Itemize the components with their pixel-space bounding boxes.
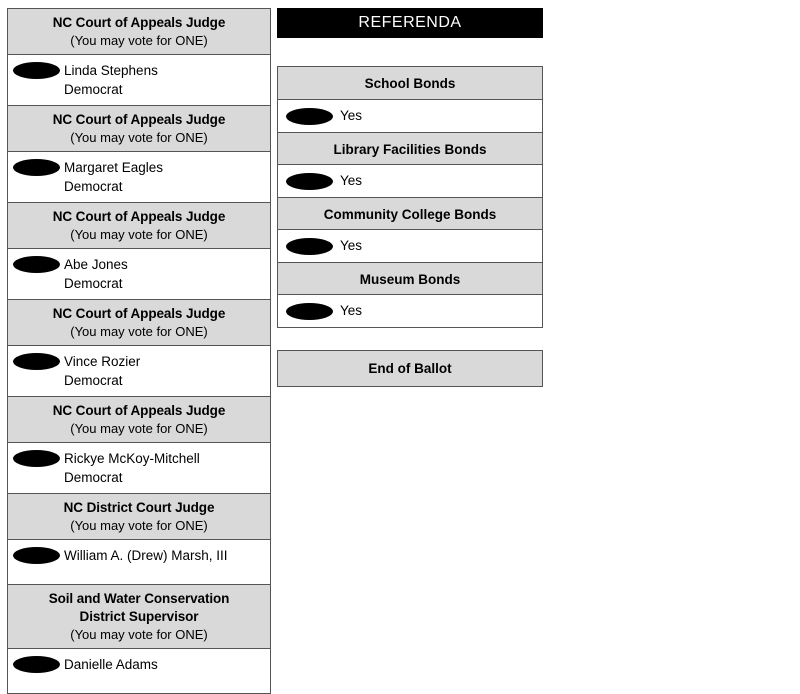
contest-header (8, 397, 270, 443)
contest-header (8, 300, 270, 346)
vote-oval-filled-icon[interactable] (286, 108, 333, 125)
vote-oval-filled-icon[interactable] (13, 450, 60, 467)
candidate-row[interactable] (8, 152, 270, 202)
candidate-row[interactable] (8, 540, 270, 584)
measure-option-row[interactable] (278, 165, 542, 197)
candidate-row[interactable] (8, 649, 270, 693)
measure-section (278, 132, 542, 197)
candidate-row[interactable] (8, 55, 270, 105)
contest-section (8, 203, 270, 300)
measure-title: Library Facilities Bonds (278, 132, 542, 165)
contest-header (8, 585, 270, 649)
vote-oval-filled-icon[interactable] (13, 62, 60, 79)
contest-section (8, 397, 270, 494)
candidate-name: William A. (Drew) Marsh, III (64, 548, 228, 563)
contest-title: NC Court of Appeals Judge (52, 209, 226, 224)
contest-header (8, 494, 270, 540)
contest-title: NC Court of Appeals Judge (52, 112, 226, 127)
contest-section (8, 585, 270, 693)
contest-title: NC District Court Judge (63, 500, 215, 515)
contest-header (8, 106, 270, 152)
measure-section (278, 67, 542, 132)
measure-option-label: Yes (340, 108, 363, 123)
contest-section (8, 494, 270, 585)
referenda-banner: REFERENDA (277, 8, 543, 38)
vote-oval-filled-icon[interactable] (13, 353, 60, 370)
candidate-party: Democrat (64, 470, 123, 485)
measure-option-row[interactable] (278, 100, 542, 132)
measure-option-label: Yes (340, 238, 363, 253)
contest-instruction: (You may vote for ONE) (70, 518, 208, 533)
vote-oval-filled-icon[interactable] (286, 303, 333, 320)
candidate-party: Democrat (64, 276, 123, 291)
candidate-party: Democrat (64, 373, 123, 388)
contest-title: NC Court of Appeals Judge (52, 403, 226, 418)
vote-oval-filled-icon[interactable] (286, 173, 333, 190)
contest-instruction: (You may vote for ONE) (70, 627, 208, 642)
contest-title-line2: District Supervisor (79, 609, 199, 624)
vote-oval-filled-icon[interactable] (286, 238, 333, 255)
contest-section (8, 9, 270, 106)
contests-column (7, 8, 271, 694)
measure-title: Museum Bonds (278, 262, 542, 295)
measure-option-label: Yes (340, 303, 363, 318)
end-of-ballot-banner: End of Ballot (277, 350, 543, 387)
contest-section (8, 300, 270, 397)
measure-title: Community College Bonds (278, 197, 542, 230)
contest-section (8, 106, 270, 203)
candidate-name: Margaret Eagles (64, 160, 164, 175)
measure-title: School Bonds (278, 67, 542, 100)
candidate-row[interactable] (8, 346, 270, 396)
contest-header (8, 9, 270, 55)
referenda-column (277, 8, 543, 387)
measure-section (278, 197, 542, 262)
candidate-name: Abe Jones (64, 257, 128, 272)
contest-instruction: (You may vote for ONE) (70, 324, 208, 339)
vote-oval-filled-icon[interactable] (13, 159, 60, 176)
measure-option-row[interactable] (278, 230, 542, 262)
candidate-name: Danielle Adams (64, 657, 158, 672)
candidate-party: Democrat (64, 82, 123, 97)
candidate-party: Democrat (64, 179, 123, 194)
measure-option-row[interactable] (278, 295, 542, 327)
contest-header (8, 203, 270, 249)
candidate-name: Rickye McKoy-Mitchell (64, 451, 200, 466)
contest-instruction: (You may vote for ONE) (70, 130, 208, 145)
contest-title: NC Court of Appeals Judge (52, 306, 226, 321)
vote-oval-filled-icon[interactable] (13, 547, 60, 564)
candidate-name: Vince Rozier (64, 354, 141, 369)
candidate-row[interactable] (8, 443, 270, 493)
contest-instruction: (You may vote for ONE) (70, 33, 208, 48)
candidate-row[interactable] (8, 249, 270, 299)
contest-instruction: (You may vote for ONE) (70, 421, 208, 436)
referenda-table (277, 66, 543, 328)
candidate-name: Linda Stephens (64, 63, 158, 78)
contest-title: NC Court of Appeals Judge (52, 15, 226, 30)
measure-section (278, 262, 542, 327)
contest-instruction: (You may vote for ONE) (70, 227, 208, 242)
vote-oval-filled-icon[interactable] (13, 256, 60, 273)
measure-option-label: Yes (340, 173, 363, 188)
contest-title-line1: Soil and Water Conservation (48, 591, 230, 606)
vote-oval-filled-icon[interactable] (13, 656, 60, 673)
